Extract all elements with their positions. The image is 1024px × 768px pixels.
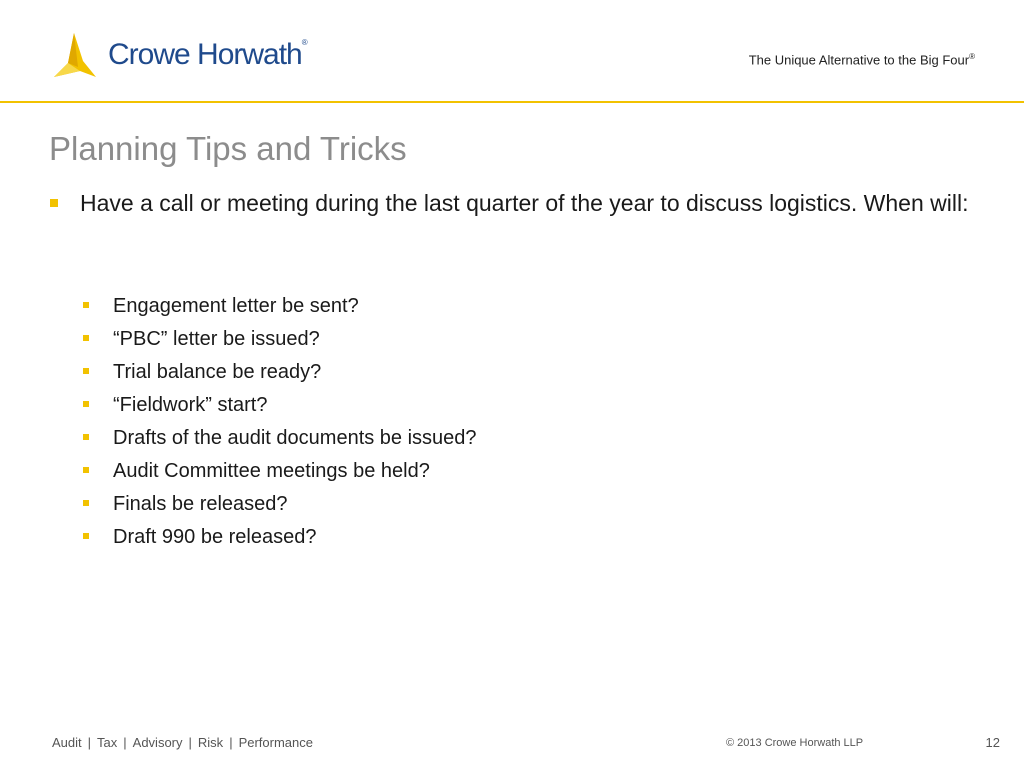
footer-service-item: Tax (97, 735, 118, 750)
sub-bullet-item: Audit Committee meetings be held? (81, 455, 477, 488)
footer-service-item: Risk (197, 735, 224, 750)
sub-bullet-item: Trial balance be ready? (81, 356, 477, 389)
sub-bullet-item: “PBC” letter be issued? (81, 323, 477, 356)
footer-services (52, 735, 313, 750)
sub-bullet-list (81, 290, 477, 554)
footer-service-item: Performance (238, 735, 313, 750)
footer-separator: | (188, 735, 192, 750)
main-bullet: Have a call or meeting during the last quarter of the year to discuss logistics. When will: (49, 188, 979, 219)
bullet-square-icon (83, 533, 89, 539)
brand-name: Crowe Horwath® (108, 38, 307, 71)
bullet-square-icon (83, 335, 89, 341)
bullet-square-icon (83, 434, 89, 440)
slide-title: Planning Tips and Tricks (49, 130, 407, 167)
footer-separator: | (87, 735, 92, 750)
footer-copyright: © 2013 Crowe Horwath LLP (726, 737, 864, 749)
header-divider (0, 101, 1024, 103)
sub-bullet-item: Engagement letter be sent? (81, 290, 477, 323)
bullet-square-icon (83, 368, 89, 374)
bullet-square-icon (83, 302, 89, 308)
bullet-square-icon (83, 467, 89, 473)
page-number: 12 (985, 735, 1000, 750)
company-logo (50, 30, 307, 80)
footer-separator: | (123, 735, 127, 750)
slide-body (49, 188, 979, 219)
sub-bullet-item: Drafts of the audit documents be issued? (81, 422, 477, 455)
bullet-square-icon (83, 500, 89, 506)
bullet-square-icon (50, 199, 58, 207)
slide-header (0, 0, 1024, 104)
footer-service-item: Audit (52, 735, 82, 750)
flame-logo-icon (50, 31, 100, 79)
footer-service-item: Advisory (132, 735, 183, 750)
sub-bullet-item: Finals be released? (81, 488, 477, 521)
bullet-square-icon (83, 401, 89, 407)
sub-bullet-item: Draft 990 be released? (81, 521, 477, 554)
footer-separator: | (229, 735, 233, 750)
tagline: The Unique Alternative to the Big Four® (748, 52, 975, 68)
sub-bullet-item: “Fieldwork” start? (81, 389, 477, 422)
